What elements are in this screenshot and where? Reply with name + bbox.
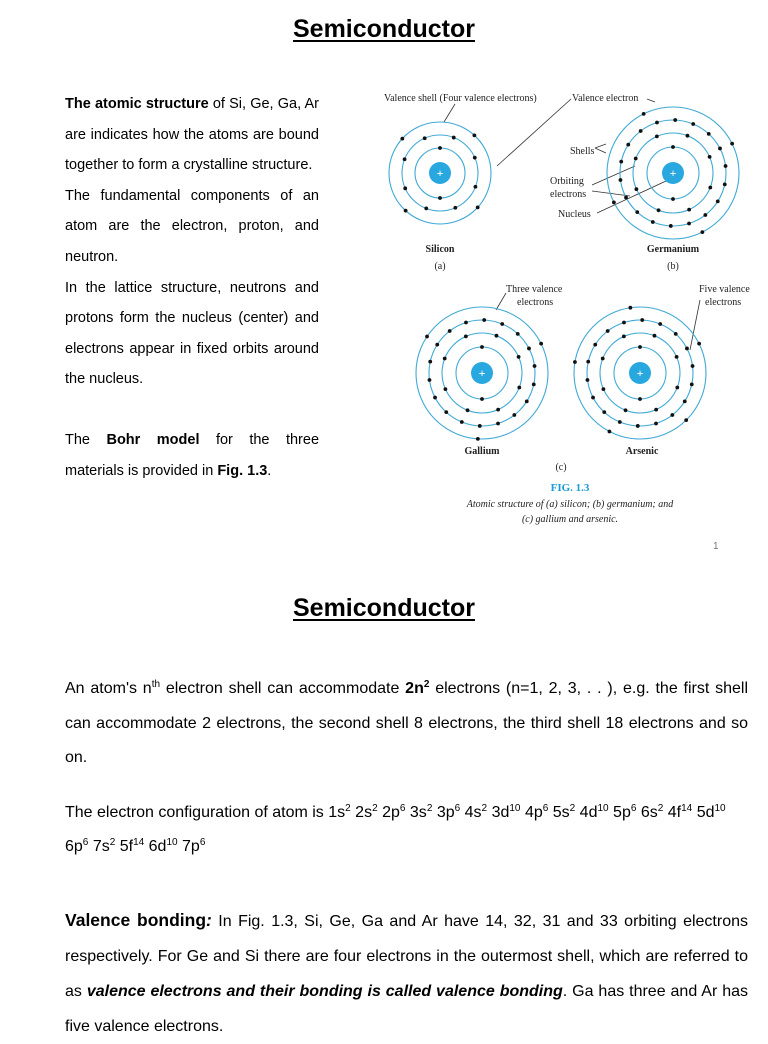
fig-caption-line-2: (c) gallium and arsenic. bbox=[521, 514, 619, 525]
gallium-electron bbox=[464, 335, 468, 339]
germanium-electron bbox=[730, 142, 734, 146]
silicon-label: Silicon bbox=[425, 244, 455, 255]
silicon-electron bbox=[404, 209, 408, 213]
ga-as-sub-label: (c) bbox=[555, 462, 567, 473]
atom-diagrams bbox=[375, 80, 760, 540]
germanium-electron bbox=[619, 160, 623, 164]
germanium-electron bbox=[671, 145, 675, 149]
valence-shell-label: Valence shell (Four valence electrons) bbox=[384, 93, 537, 104]
arsenic-electron bbox=[684, 418, 688, 422]
gallium-electron bbox=[425, 335, 429, 339]
fig-number: FIG. 1.3 bbox=[550, 482, 590, 494]
config-term: $2s^2$ bbox=[355, 803, 378, 821]
valence-bonding-word: Valence bonding bbox=[65, 910, 207, 930]
arsenic-electron bbox=[670, 413, 674, 417]
slide-2 bbox=[0, 572, 768, 1035]
silicon-electron bbox=[476, 205, 480, 209]
config-term: $3s^2$ bbox=[409, 803, 433, 821]
bohr-paragraph bbox=[65, 425, 319, 486]
five-valence-label-1: Five valence bbox=[699, 284, 750, 295]
silicon-electron bbox=[473, 156, 477, 160]
arsenic-electron bbox=[654, 422, 658, 426]
arsenic-electron bbox=[697, 342, 701, 346]
germanium-electron bbox=[673, 118, 677, 122]
germanium-electron bbox=[634, 157, 638, 161]
gallium-electron bbox=[443, 357, 447, 361]
arsenic-electron bbox=[573, 360, 577, 364]
germanium-atom bbox=[607, 107, 739, 239]
germanium-electron bbox=[626, 143, 630, 147]
germanium-sub-label: (b) bbox=[667, 261, 679, 272]
shell-capacity-paragraph bbox=[65, 672, 748, 776]
arsenic-electron bbox=[622, 321, 626, 325]
shells-label: Shells bbox=[570, 146, 595, 157]
gallium-electron bbox=[428, 360, 432, 364]
silicon-atom bbox=[389, 122, 491, 224]
germanium-electron bbox=[723, 182, 727, 186]
p1-text-c: electrons (n=1, 2, 3, . . ), e.g. the first shell can accommodate 2 electrons, the second shell 8 electrons, the third shell 18 electrons and so on. bbox=[65, 680, 749, 766]
config-lead: The electron configuration of atom is bbox=[65, 804, 329, 821]
electron-configuration-paragraph bbox=[65, 796, 748, 864]
valence-bonding-colon: : bbox=[206, 910, 212, 930]
atomic-structure-paragraph bbox=[65, 89, 319, 181]
arsenic-electron bbox=[674, 332, 678, 336]
germanium-electron bbox=[639, 129, 643, 133]
config-term: $7p^6$ bbox=[182, 837, 206, 855]
config-term: $4p^6$ bbox=[524, 803, 549, 821]
arsenic-electron bbox=[622, 335, 626, 339]
config-term: $2p^6$ bbox=[382, 803, 406, 821]
gallium-electron bbox=[444, 410, 448, 414]
arsenic-electron bbox=[690, 382, 694, 386]
valence-bonding-paragraph bbox=[65, 903, 748, 1044]
page-number: 1 bbox=[713, 541, 719, 552]
germanium-electron bbox=[635, 210, 639, 214]
arsenic-electron bbox=[675, 386, 679, 390]
valence-electrons-definition: valence electrons and their bonding is called valence bonding bbox=[86, 983, 563, 1000]
germanium-electron bbox=[671, 197, 675, 201]
config-term: $6s^2$ bbox=[640, 803, 664, 821]
gallium-electron bbox=[539, 342, 543, 346]
p1-th-sup: th bbox=[151, 679, 161, 690]
arsenic-electron bbox=[593, 343, 597, 347]
silicon-electron bbox=[474, 185, 478, 189]
p1-2n-formula bbox=[405, 680, 429, 697]
config-term: $1s^2$ bbox=[328, 803, 351, 821]
valence-electron-label: Valence electron bbox=[572, 93, 639, 104]
silicon-electron bbox=[403, 157, 407, 161]
gallium-atom bbox=[416, 307, 548, 441]
bohr-text-c: . bbox=[267, 462, 272, 479]
arsenic-label: Arsenic bbox=[625, 446, 659, 457]
germanium-electron bbox=[669, 224, 673, 228]
arsenic-electron bbox=[602, 410, 606, 414]
gallium-electron bbox=[496, 422, 500, 426]
silicon-electron bbox=[400, 137, 404, 141]
gallium-electron bbox=[433, 396, 437, 400]
bohr-text-b: for the three materials is provided in bbox=[65, 431, 320, 479]
arsenic-nucleus-sign: + bbox=[636, 366, 644, 380]
gallium-electron bbox=[444, 387, 448, 391]
germanium-electron bbox=[624, 196, 628, 200]
arsenic-electron bbox=[608, 430, 612, 434]
silicon-electron bbox=[453, 206, 457, 210]
gallium-electron bbox=[464, 321, 468, 325]
germanium-electron bbox=[724, 164, 728, 168]
silicon-nucleus-sign: + bbox=[436, 166, 444, 180]
p1-2-sup: 2 bbox=[423, 679, 430, 690]
arsenic-electron bbox=[636, 424, 640, 428]
config-term: $4d^{10}$ bbox=[579, 803, 609, 821]
gallium-label: Gallium bbox=[464, 446, 500, 457]
germanium-electron bbox=[635, 187, 639, 191]
arsenic-electron bbox=[658, 322, 662, 326]
slide-title: Semiconductor bbox=[293, 15, 475, 43]
arsenic-electron bbox=[618, 420, 622, 424]
silicon-electron bbox=[472, 133, 476, 137]
gallium-electron bbox=[500, 322, 504, 326]
germanium-electron bbox=[716, 199, 720, 203]
config-term: $3d^{10}$ bbox=[491, 803, 521, 821]
silicon-electron bbox=[438, 146, 442, 150]
lattice-paragraph: In the lattice structure, neutrons and protons form the nucleus (center) and electrons appear in fixed orbits around the nucleus. bbox=[65, 279, 319, 388]
arsenic-electron bbox=[591, 396, 595, 400]
gallium-electron bbox=[466, 408, 470, 412]
arsenic-electron bbox=[602, 387, 606, 391]
config-term: $5s^2$ bbox=[552, 803, 576, 821]
p1-2n: 2n bbox=[405, 680, 424, 697]
gallium-nucleus-sign: + bbox=[478, 366, 486, 380]
germanium-electron bbox=[718, 147, 722, 151]
config-term: $4f^{14}$ bbox=[667, 803, 693, 821]
orbiting-label-2: electrons bbox=[550, 189, 587, 200]
gallium-electron bbox=[516, 332, 520, 336]
germanium-electron bbox=[707, 132, 711, 136]
germanium-electron bbox=[687, 208, 691, 212]
bohr-model-figure bbox=[375, 80, 760, 540]
atomic-structure-term: The atomic structure bbox=[65, 96, 209, 112]
gallium-electron bbox=[496, 408, 500, 412]
p3-text-a: In Fig. 1.3, Si, Ge, Ga and Ar have 14, 32, 31 and 33 orbiting electrons respectively. For Ge and Si there are four electrons in the outermost shell, which are referred to as bbox=[65, 913, 748, 1000]
germanium-electron bbox=[703, 213, 707, 217]
components-paragraph: The fundamental components of an atom are the electron, proton, and neutron. bbox=[65, 187, 319, 265]
silicon-electron bbox=[452, 136, 456, 140]
fig-reference: Fig. 1.3 bbox=[217, 462, 268, 479]
arsenic-electron bbox=[586, 360, 590, 364]
germanium-electron bbox=[700, 230, 704, 234]
nucleus-label: Nucleus bbox=[558, 209, 591, 220]
gallium-electron bbox=[428, 378, 432, 382]
config-term: $5f^{14}$ bbox=[119, 837, 145, 855]
p3-text-b: . Ga has three and Ar has five valence electrons. bbox=[65, 983, 748, 1035]
silicon-sub-label: (a) bbox=[434, 261, 446, 272]
germanium-electron bbox=[651, 220, 655, 224]
germanium-electron bbox=[708, 186, 712, 190]
three-valence-label-2: electrons bbox=[517, 297, 554, 308]
arsenic-electron bbox=[638, 397, 642, 401]
germanium-electron bbox=[612, 200, 616, 204]
gallium-electron bbox=[532, 382, 536, 386]
germanium-nucleus-sign: + bbox=[669, 166, 677, 180]
germanium-electron bbox=[655, 121, 659, 125]
p1-text-b: electron shell can accommodate bbox=[160, 680, 406, 697]
orbiting-label-1: Orbiting bbox=[550, 176, 584, 187]
arsenic-atom bbox=[573, 306, 706, 439]
arsenic-electron bbox=[685, 347, 689, 351]
intro-text bbox=[65, 89, 319, 486]
gallium-electron bbox=[517, 355, 521, 359]
silicon-electron bbox=[423, 136, 427, 140]
bohr-model-term: Bohr model bbox=[106, 431, 200, 448]
gallium-electron bbox=[512, 413, 516, 417]
gallium-electron bbox=[527, 347, 531, 351]
gallium-electron bbox=[495, 334, 499, 338]
config-term: $6d^{10}$ bbox=[148, 837, 178, 855]
gallium-electron bbox=[435, 343, 439, 347]
gallium-electron bbox=[480, 345, 484, 349]
arsenic-electron bbox=[628, 306, 632, 310]
gallium-electron bbox=[448, 329, 452, 333]
bohr-text-a: The bbox=[65, 431, 107, 448]
atomic-structure-desc: of Si, Ge, Ga, Ar are indicates how the atoms are bound together to form a crystalline structure. bbox=[65, 96, 319, 174]
config-term: $5p^6$ bbox=[613, 803, 637, 821]
germanium-electron bbox=[708, 155, 712, 159]
silicon-electron bbox=[403, 186, 407, 190]
config-term: $3p^6$ bbox=[436, 803, 461, 821]
gallium-electron bbox=[478, 424, 482, 428]
germanium-electron bbox=[691, 122, 695, 126]
gallium-electron bbox=[517, 386, 521, 390]
arsenic-electron bbox=[691, 364, 695, 368]
config-term: $5d^{10}$ bbox=[696, 803, 726, 821]
p1-text-a: An atom's n bbox=[65, 680, 152, 697]
config-term: $7s^2$ bbox=[92, 837, 116, 855]
config-term: $6p^6$ bbox=[65, 837, 89, 855]
germanium-electron bbox=[657, 208, 661, 212]
germanium-electron bbox=[686, 134, 690, 138]
arsenic-electron bbox=[586, 378, 590, 382]
gallium-electron bbox=[476, 437, 480, 441]
arsenic-electron bbox=[624, 408, 628, 412]
germanium-electron bbox=[619, 178, 623, 182]
gallium-electron bbox=[525, 399, 529, 403]
germanium-electron bbox=[655, 135, 659, 139]
fig-caption-line-1: Atomic structure of (a) silicon; (b) germanium; and bbox=[466, 499, 674, 510]
slide-title: Semiconductor bbox=[293, 594, 475, 622]
valence-bonding-term bbox=[65, 910, 212, 930]
germanium-electron bbox=[642, 112, 646, 116]
gallium-electron bbox=[533, 364, 537, 368]
arsenic-electron bbox=[606, 329, 610, 333]
config-term: $4s^2$ bbox=[464, 803, 488, 821]
gallium-electron bbox=[482, 318, 486, 322]
arsenic-electron bbox=[675, 355, 679, 359]
arsenic-electron bbox=[638, 345, 642, 349]
germanium-label: Germanium bbox=[646, 244, 700, 255]
germanium-electron bbox=[687, 222, 691, 226]
five-valence-label-2: electrons bbox=[705, 297, 742, 308]
arsenic-electron bbox=[601, 357, 605, 361]
arsenic-electron bbox=[640, 318, 644, 322]
arsenic-electron bbox=[654, 408, 658, 412]
silicon-electron bbox=[438, 196, 442, 200]
gallium-electron bbox=[460, 420, 464, 424]
arsenic-electron bbox=[653, 334, 657, 338]
gallium-electron bbox=[480, 397, 484, 401]
silicon-electron bbox=[424, 207, 428, 211]
arsenic-electron bbox=[683, 399, 687, 403]
three-valence-label-1: Three valence bbox=[506, 284, 563, 295]
